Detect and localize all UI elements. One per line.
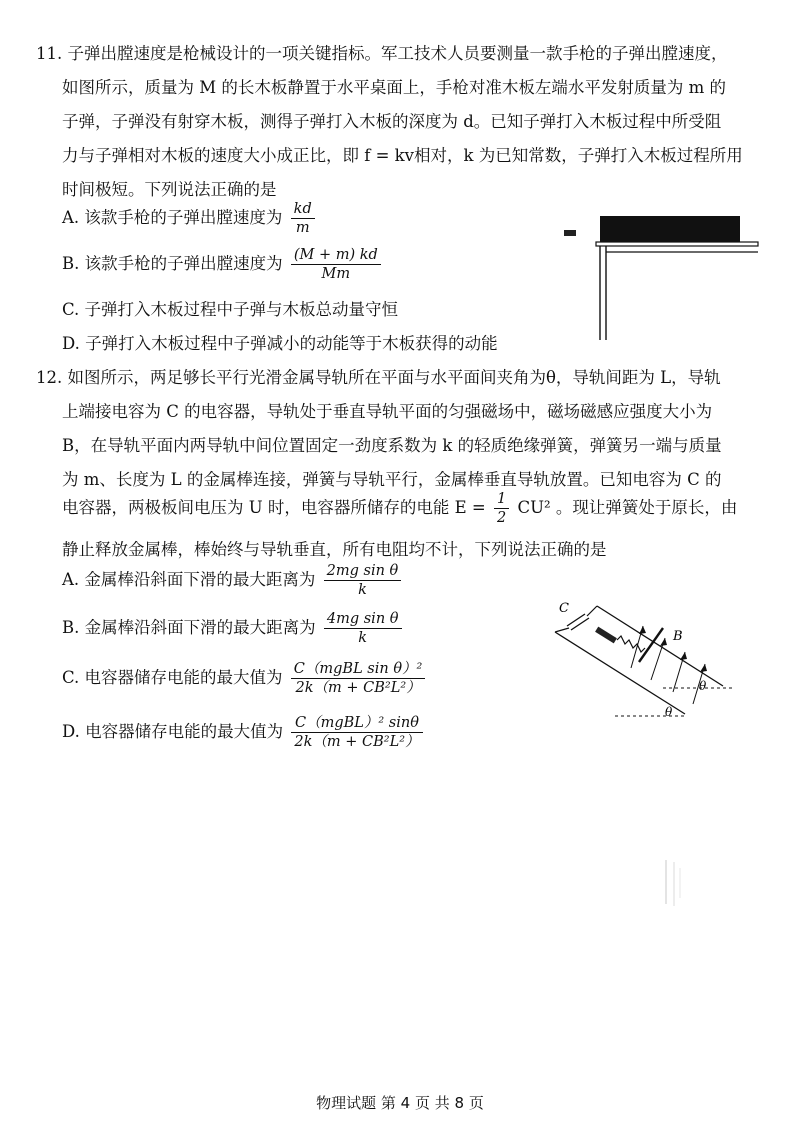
q12-stem-line-5-post: CU² 。现让弹簧处于原长，由 [517, 498, 738, 517]
q12-option-c-text: C. 电容器储存电能的最大值为 [62, 668, 283, 687]
bullet-icon [564, 230, 576, 236]
spring-anchor [595, 627, 617, 644]
q11-stem-line-2: 如图所示，质量为 M 的长木板静置于水平桌面上，手枪对准木板左端水平发射质量为 m 的 [62, 78, 727, 97]
q12-option-d-numerator: C（mgBL）² sinθ [291, 714, 422, 733]
q11-option-a [62, 200, 318, 237]
q12-energy-numerator: 1 [494, 490, 509, 509]
q12-option-a-fraction [324, 562, 402, 599]
q12-stem-line-2: 上端接电容为 C 的电容器，导轨处于垂直导轨平面的匀强磁场中，磁场磁感应强度大小为 [62, 402, 713, 421]
q11-stem-line-5: 时间极短。下列说法正确的是 [62, 180, 277, 199]
wooden-board [600, 216, 740, 242]
q12-stem-line-1: 12. 如图所示，两足够长平行光滑金属导轨所在平面与水平面间夹角为θ，导轨间距为 L，导轨 [36, 368, 721, 387]
q12-option-b-text: B. 金属棒沿斜面下滑的最大距离为 [62, 618, 316, 637]
q12-option-a-text: A. 金属棒沿斜面下滑的最大距离为 [62, 570, 316, 589]
q12-stem-line-6: 静止释放金属棒，棒始终与导轨垂直，所有电阻均不计，下列说法正确的是 [62, 540, 607, 559]
q12-option-b-denominator: k [358, 630, 368, 646]
q12-option-a-denominator: k [358, 582, 367, 598]
q12-option-b-fraction [324, 610, 402, 647]
scan-artifact [662, 858, 684, 908]
q11-option-d: D. 子弹打入木板过程中子弹减小的动能等于木板获得的动能 [62, 334, 498, 353]
q12-stem-line-4: 为 m、长度为 L 的金属棒连接，弹簧与导轨平行，金属棒垂直导轨放置。已知电容为 C 的 [62, 470, 722, 489]
q12-stem-line-3: B，在导轨平面内两导轨中间位置固定一劲度系数为 k 的轻质绝缘弹簧，弹簧另一端与质量 [62, 436, 722, 455]
q12-option-d-text: D. 电容器储存电能的最大值为 [62, 722, 284, 741]
q11-option-a-denominator: m [295, 220, 310, 236]
q12-option-b-numerator: 4mg sin θ [324, 610, 402, 629]
field-label: B [673, 629, 683, 644]
q11-stem-line-1: 11. 子弹出膛速度是枪械设计的一项关键指标。军工技术人员要测量一款手枪的子弹出膛速度， [36, 44, 728, 63]
q11-stem-line-4: 力与子弹相对木板的速度大小成正比，即 f = kv相对，k 为已知常数，子弹打入木板过程所用 [62, 146, 743, 165]
q12-option-a [62, 562, 404, 599]
angle-label-lower: θ [665, 705, 673, 719]
q11-option-c: C. 子弹打入木板过程中子弹与木板总动量守恒 [62, 300, 399, 319]
q12-energy-denominator: 2 [497, 510, 507, 526]
q12-option-c-denominator: 2k（m + CB²L²） [295, 680, 421, 696]
q12-stem-line-5 [62, 490, 737, 527]
q12-option-a-numerator: 2mg sin θ [324, 562, 402, 581]
q12-option-d-denominator: 2k（m + CB²L²） [294, 734, 420, 750]
q11-option-a-text: A. 该款手枪的子弹出膛速度为 [62, 208, 283, 227]
q11-figure-gun-board [560, 212, 760, 342]
q11-stem-line-3: 子弹，子弹没有射穿木板，测得子弹打入木板的深度为 d。已知子弹打入木板过程中所受阻 [62, 112, 722, 131]
angle-label-upper: θ [699, 679, 707, 693]
q11-option-a-fraction [291, 200, 315, 237]
page-footer: 物理试题 第 4 页 共 8 页 [316, 1094, 484, 1112]
q12-option-c [62, 660, 428, 697]
spring-icon [617, 636, 645, 652]
q12-figure-inclined-rails [545, 596, 745, 724]
q12-stem-line-5-pre: 电容器，两极板间电压为 U 时，电容器所储存的电能 E = [62, 498, 486, 517]
table-top [596, 242, 758, 246]
q12-option-c-numerator: C（mgBL sin θ）² [291, 660, 426, 679]
q12-option-d [62, 714, 426, 751]
q11-option-a-numerator: kd [291, 200, 315, 219]
q11-option-b-fraction [291, 246, 381, 283]
q11-option-b-denominator: Mm [321, 266, 351, 282]
q12-energy-fraction [494, 490, 509, 527]
q11-option-b [62, 246, 384, 283]
q12-option-d-fraction [291, 714, 422, 751]
capacitor-label: C [559, 601, 569, 616]
q12-option-c-fraction [291, 660, 426, 697]
q11-option-b-numerator: (M + m) kd [291, 246, 381, 265]
q12-option-b [62, 610, 405, 647]
q11-option-b-text: B. 该款手枪的子弹出膛速度为 [62, 254, 283, 273]
